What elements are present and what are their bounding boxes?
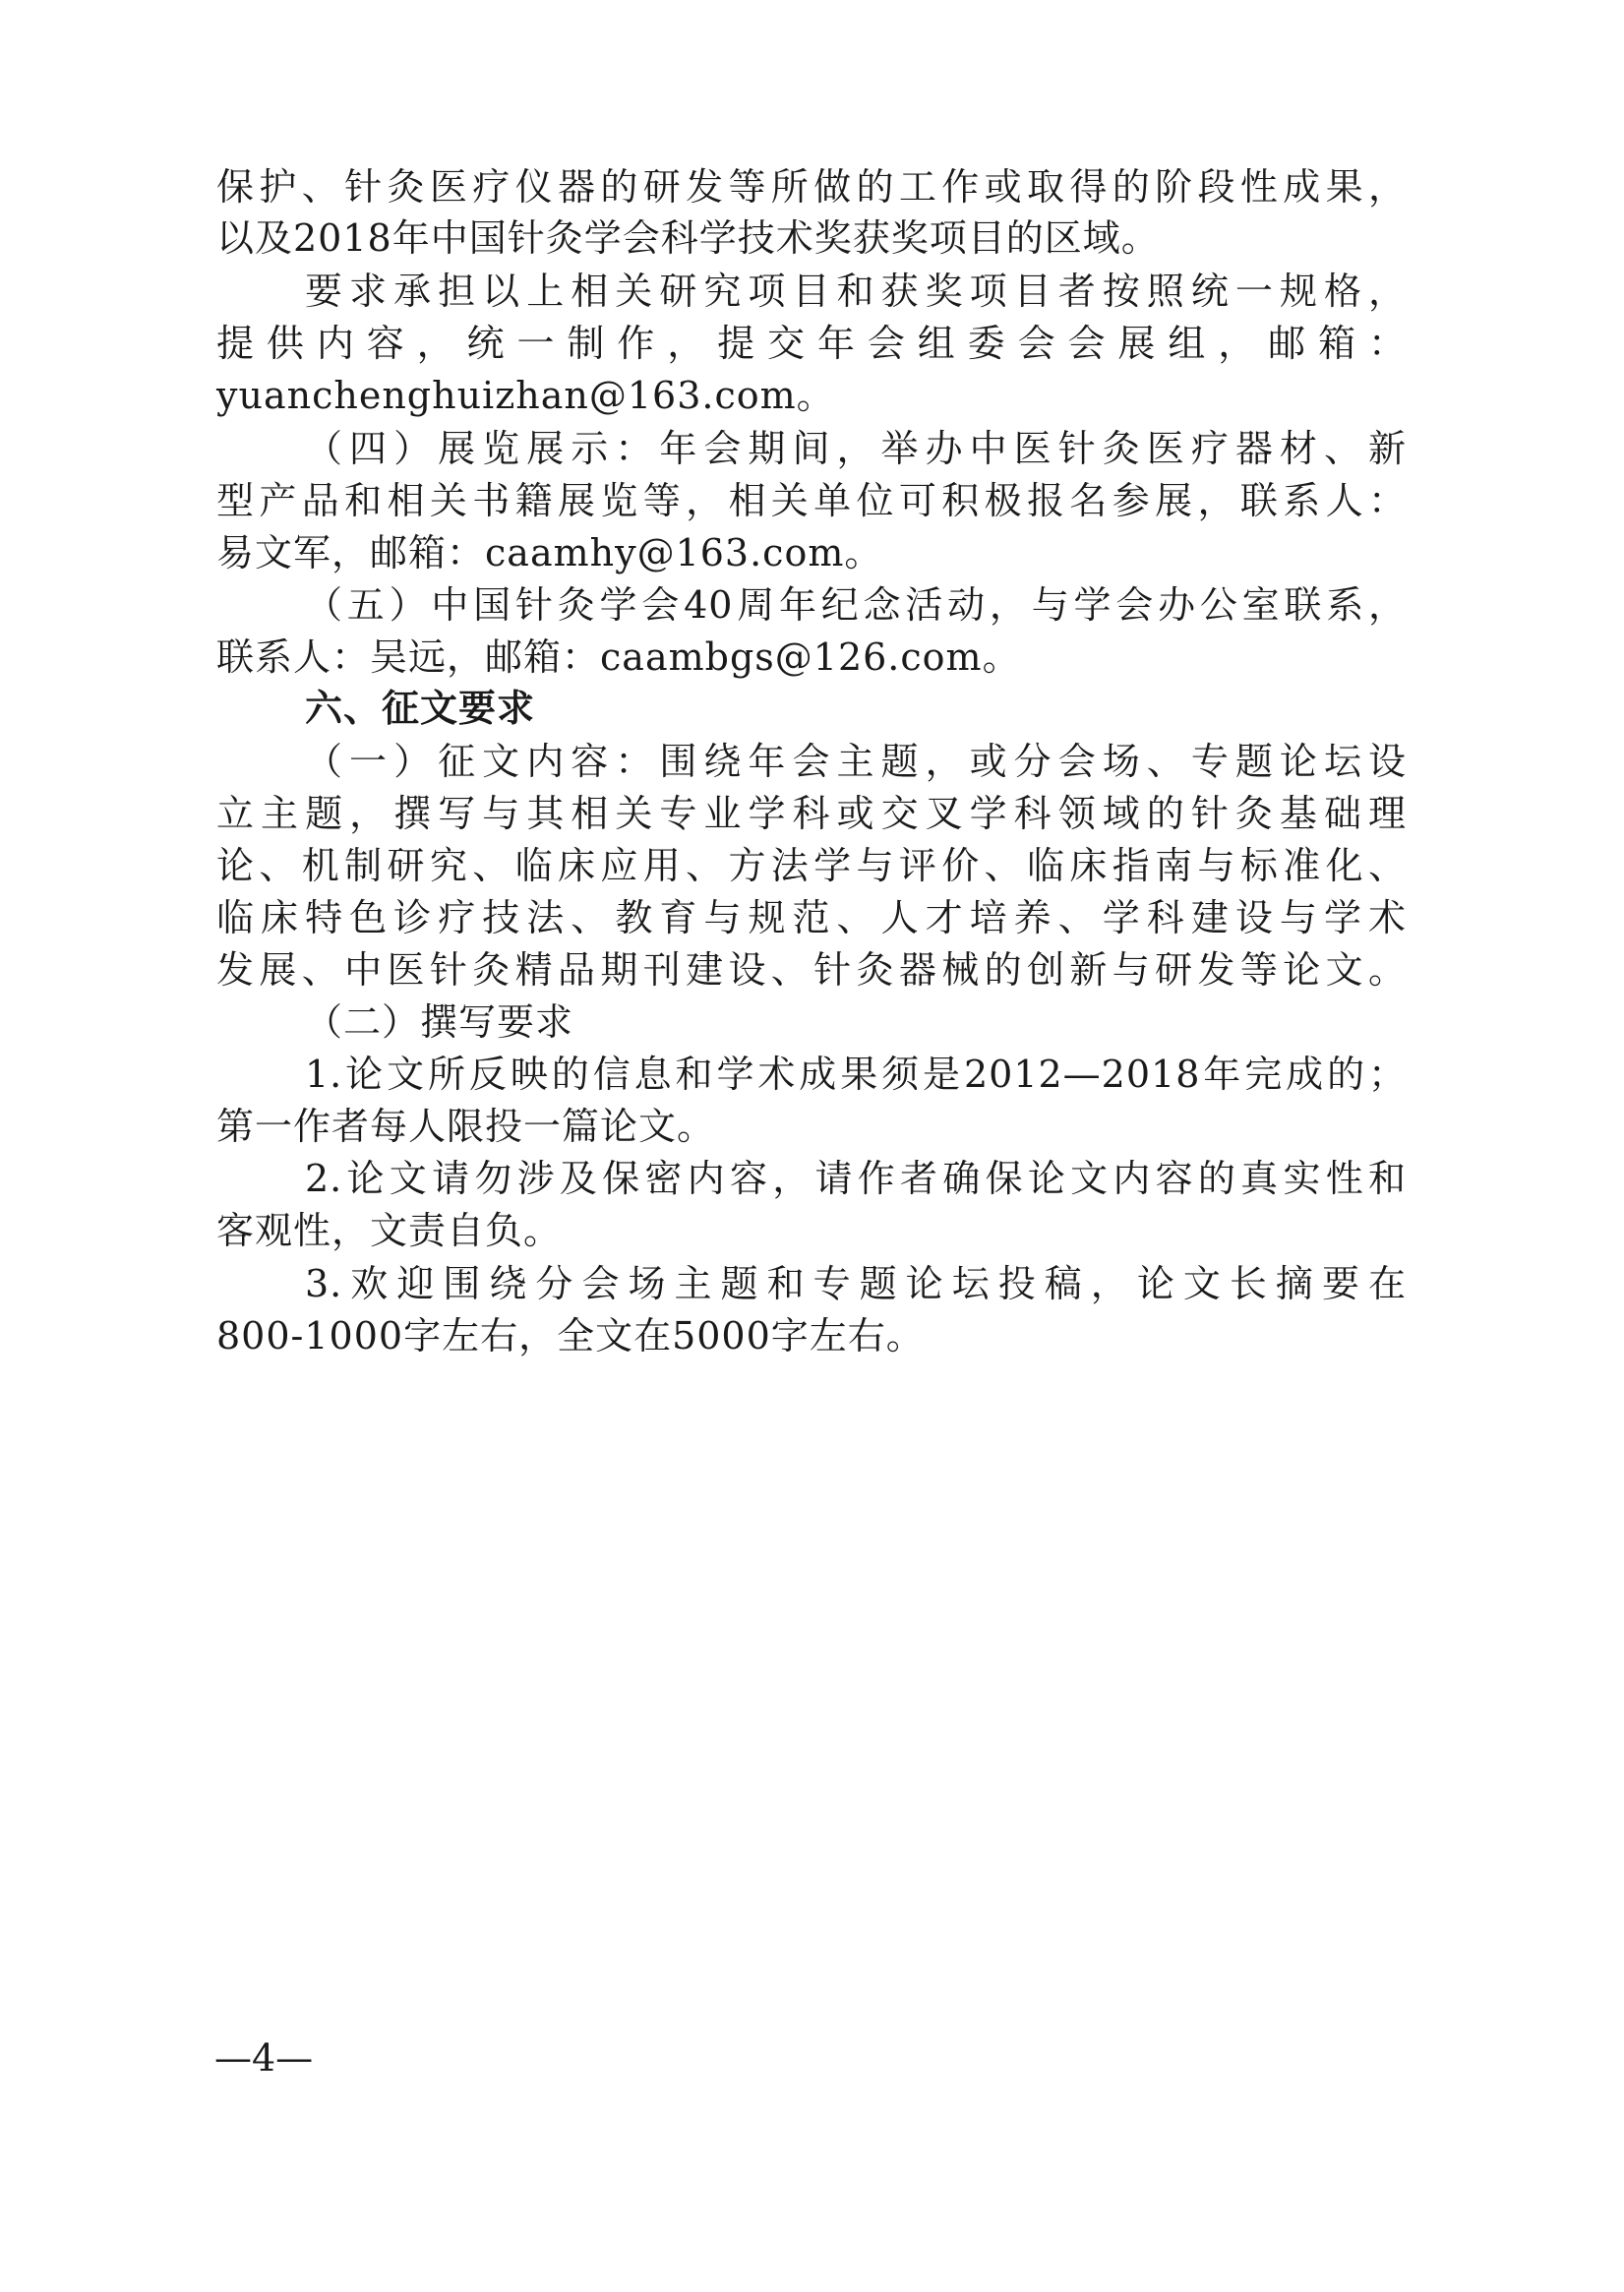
paragraph-line: 800-1000字左右，全文在5000字左右。 <box>216 1314 925 1357</box>
paragraph-line: （五）中国针灸学会40周年纪念活动，与学会办公室联系， <box>305 583 1407 627</box>
paragraph-line: 论、机制研究、临床应用、方法学与评价、临床指南与标准化、 <box>216 844 1407 887</box>
paragraph-line: 以及2018年中国针灸学会科学技术奖获奖项目的区域。 <box>216 216 1160 260</box>
paragraph-line: 保护、针灸医疗仪器的研发等所做的工作或取得的阶段性成果， <box>216 165 1407 209</box>
paragraph-line: 联系人：吴远，邮箱：caambgs@126.com。 <box>216 635 1021 679</box>
paragraph-line: 临床特色诊疗技法、教育与规范、人才培养、学科建设与学术 <box>216 896 1407 939</box>
subsection-heading: （二）撰写要求 <box>305 1000 574 1044</box>
page-number: —4— <box>214 2036 314 2080</box>
paragraph-line: 1.论文所反映的信息和学术成果须是2012—2018年完成的； <box>305 1053 1407 1096</box>
paragraph-line: 2.论文请勿涉及保密内容，请作者确保论文内容的真实性和 <box>305 1157 1407 1200</box>
paragraph-line: （一）征文内容：围绕年会主题，或分会场、专题论坛设 <box>305 740 1407 783</box>
email-line: yuanchenghuizhan@163.com。 <box>216 374 835 417</box>
paragraph-line: 易文军，邮箱：caamhy@163.com。 <box>216 531 883 574</box>
paragraph-line: 提供内容，统一制作，提交年会组委会会展组，邮箱： <box>216 322 1407 365</box>
paragraph-line: 客观性，文责自负。 <box>216 1209 563 1252</box>
paragraph-line: 3.欢迎围绕分会场主题和专题论坛投稿，论文长摘要在 <box>305 1262 1407 1305</box>
paragraph-line: 要求承担以上相关研究项目和获奖项目者按照统一规格， <box>305 270 1407 313</box>
paragraph-line: 发展、中医针灸精品期刊建设、针灸器械的创新与研发等论文。 <box>216 948 1407 992</box>
paragraph-line: 立主题，撰写与其相关专业学科或交叉学科领域的针灸基础理 <box>216 792 1407 835</box>
section-heading: 六、征文要求 <box>305 686 536 730</box>
paragraph-line: 型产品和相关书籍展览等，相关单位可积极报名参展，联系人： <box>216 479 1407 522</box>
paragraph-line: 第一作者每人限投一篇论文。 <box>216 1105 716 1148</box>
paragraph-line: （四）展览展示：年会期间，举办中医针灸医疗器材、新 <box>305 427 1407 470</box>
